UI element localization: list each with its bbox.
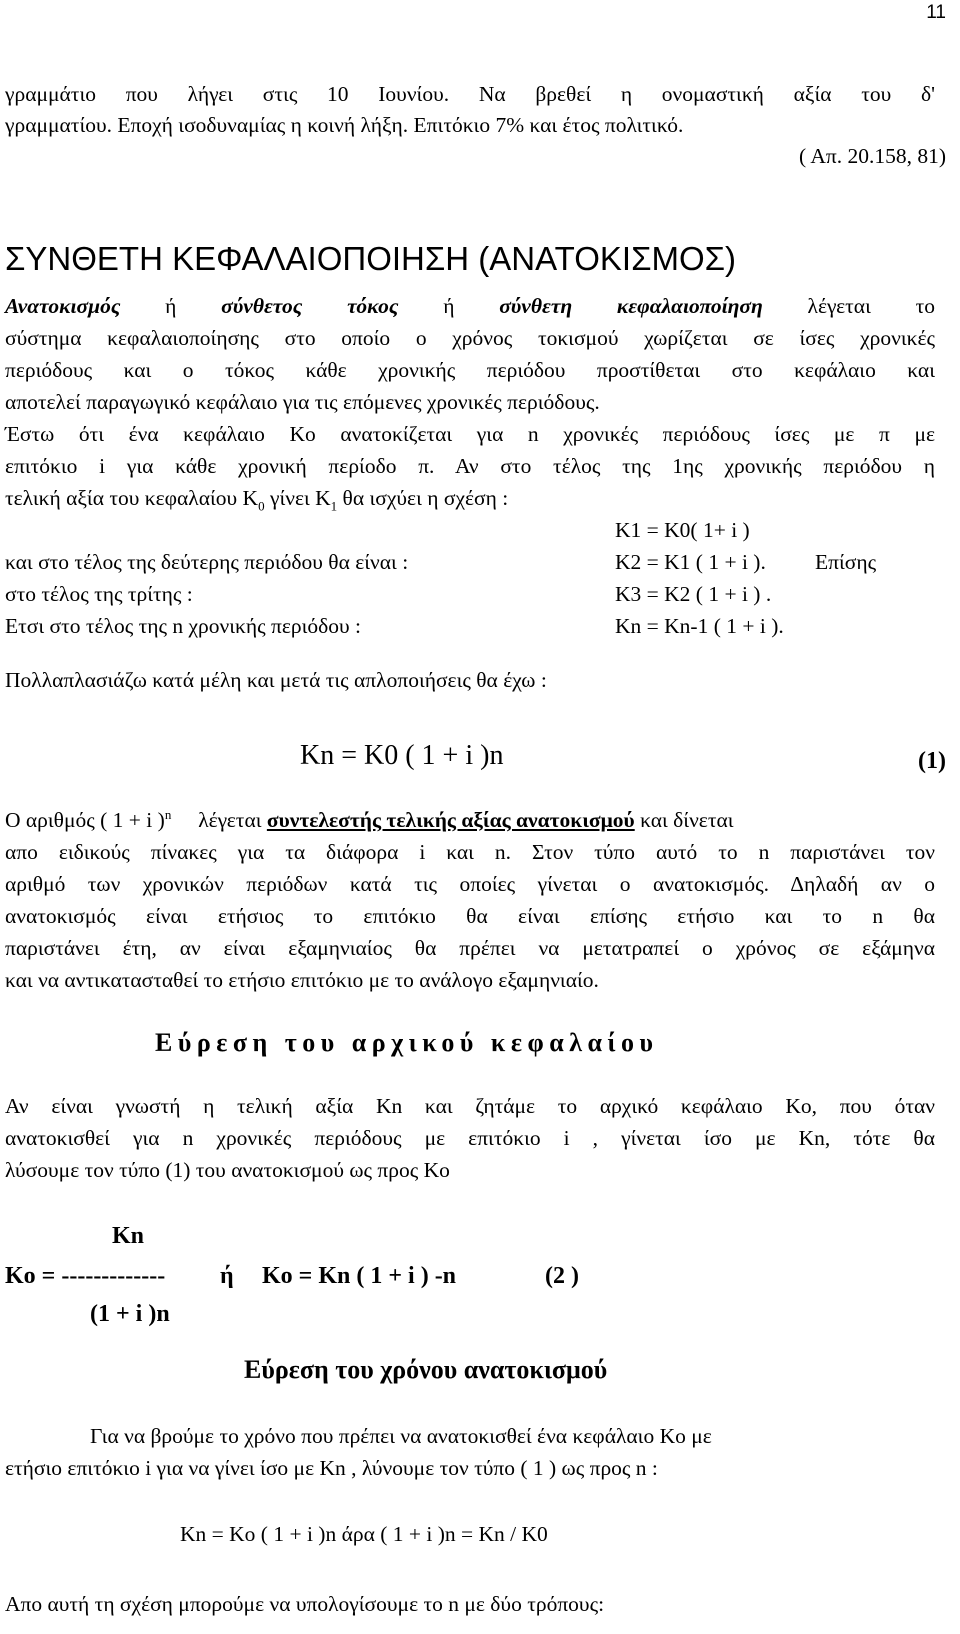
connector: ή [220,1263,234,1289]
equation-k2: Κ2 = Κ1 ( 1 + i ). [615,550,766,574]
text-line: αποτελεί παραγωγικό κεφάλαιο για τις επόμενες χρονικές περιόδους. [5,390,600,414]
text-line: ανατοκισθεί για n χρονικές περιόδους με επιτόκιο i , γίνεται ίσο με Κn, τότε θα [5,1126,935,1150]
text: θα ισχύει η σχέση : [342,486,509,510]
text: και δίνεται [640,808,734,832]
text-line: γραμμάτιο που λήγει στις 10 Ιουνίου. Να βρεθεί η ονομαστική αξία του δ' [5,82,935,106]
text-line: ανατοκισμός είναι ετήσιος το επιτόκιο θα είναι επίσης ετήσιο και το n θα [5,904,935,928]
text-line: αριθμό των χρονικών περιόδων κατά τις οποίες γίνεται ο ανατοκισμός. Δηλαδή αν ο [5,872,935,896]
equation-k3: Κ3 = Κ2 ( 1 + i ) . [615,582,772,606]
text-line: λύσουμε τον τύπο (1) του ανατοκισμού ως προς Κο [5,1158,450,1182]
text-line: επιτόκιο i για κάθε χρονική περίοδο π. Αν στο τέλος της 1ης χρονικής περιόδου η [5,454,935,478]
section-heading: Εύρεση του χρόνου ανατοκισμού [244,1355,608,1384]
term: σύνθετη κεφαλαιοποίηση [499,294,763,318]
text-line: Αν είναι γνωστή η τελική αξία Κn και ζητάμε το αρχικό κεφάλαιο Κο, που όταν [5,1094,935,1118]
superscript: n [164,806,172,822]
formula-2: Κo = ------------- [5,1263,166,1289]
page-number: 11 [926,2,946,23]
formula-1: Κn = Κ0 ( 1 + i )n [300,740,504,771]
formula-2-alt: Κo = Κn ( 1 + i ) -n [262,1263,457,1289]
text-line: Απο αυτή τη σχέση μπορούμε να υπολογίσουμε το n με δύο τρόπους: [5,1592,605,1616]
text: λέγεται το [807,294,935,318]
text: γίνει Κ [269,486,331,510]
text: Ο αριθμός ( 1 + i ) [5,808,165,832]
equation-label: Ετσι στο τέλος της n χρονικής περιόδου : [5,614,362,638]
connector: ή [165,294,177,318]
equation-k1: Κ1 = Κ0( 1+ i ) [615,518,750,542]
equation: Κn = Κo ( 1 + i )n άρα ( 1 + i )n = Κn / Κ0 [180,1522,548,1546]
text-line: Έστω ότι ένα κεφάλαιο Κο ανατοκίζεται για n χρονικές περιόδους ίσες με π με [5,422,935,446]
text-line: Για να βρούμε το χρόνο που πρέπει να ανατοκισθεί ένα κεφάλαιο Κο με [90,1424,712,1448]
subscript: 0 [258,498,265,514]
reference: ( Απ. 20.158, 81) [798,144,946,168]
equation-kn: Κn = Κn-1 ( 1 + i ). [615,614,784,638]
equation-label: στο τέλος της τρίτης : [5,582,193,606]
text-line: περιόδους και ο τόκος κάθε χρονικής περιόδου προστίθεται στο κεφάλαιο και [5,358,935,382]
text-line [5,806,734,834]
text-line [5,484,508,512]
equation-label: και στο τέλος της δεύτερης περιόδου θα είναι : [5,550,409,574]
formula-number: (2 ) [545,1263,579,1289]
definition-line [5,292,935,320]
formula-number: (1) [918,748,946,774]
text-line: Πολλαπλασιάζω κατά μέλη και μετά τις απλοποιήσεις θα έχω : [5,668,547,692]
text-line: και να αντικατασταθεί το ετήσιο επιτόκιο με το ανάλογο εξαμηνιαίο. [5,968,599,992]
emphasis: συντελεστής τελικής αξίας ανατοκισμού [266,808,635,832]
formula-denominator: (1 + i )n [90,1301,170,1327]
subscript: 1 [330,498,338,514]
text: Επίσης [815,550,877,574]
text-line: παριστάνει έτη, αν είναι εξαμηνιαίος θα πρέπει να μετατραπεί ο χρόνος σε εξάμηνα [5,936,935,960]
text-line: σύστημα κεφαλαιοποίησης στο οποίο ο χρόνος τοκισμού χωρίζεται σε ίσες χρονικές [5,326,935,350]
term: Ανατοκισμός [5,294,121,318]
text: τελική αξία του κεφαλαίου Κ [5,486,259,510]
text-line: γραμματίου. Εποχή ισοδυναμίας η κοινή λήξη. Επιτόκιο 7% και έτος πολιτικό. [5,113,684,137]
text-line: ετήσιο επιτόκιο i για να γίνει ίσο με Κn , λύνουμε τον τύπο ( 1 ) ως προς n : [5,1456,658,1480]
term: σύνθετος τόκος [221,294,399,318]
section-heading: Εύρεση του αρχικού κεφαλαίου [155,1028,659,1057]
section-heading: ΣΥΝΘΕΤΗ ΚΕΦΑΛΑΙΟΠΟΙΗΣΗ (ΑΝΑΤΟΚΙΣΜΟΣ) [5,240,737,277]
connector: ή [443,294,455,318]
formula-numerator: Κn [112,1223,145,1249]
text: λέγεται [198,808,262,832]
text-line: απο ειδικούς πίνακες για τα διάφορα i και n. Στον τύπο αυτό το n παριστάνει τον [5,840,935,864]
